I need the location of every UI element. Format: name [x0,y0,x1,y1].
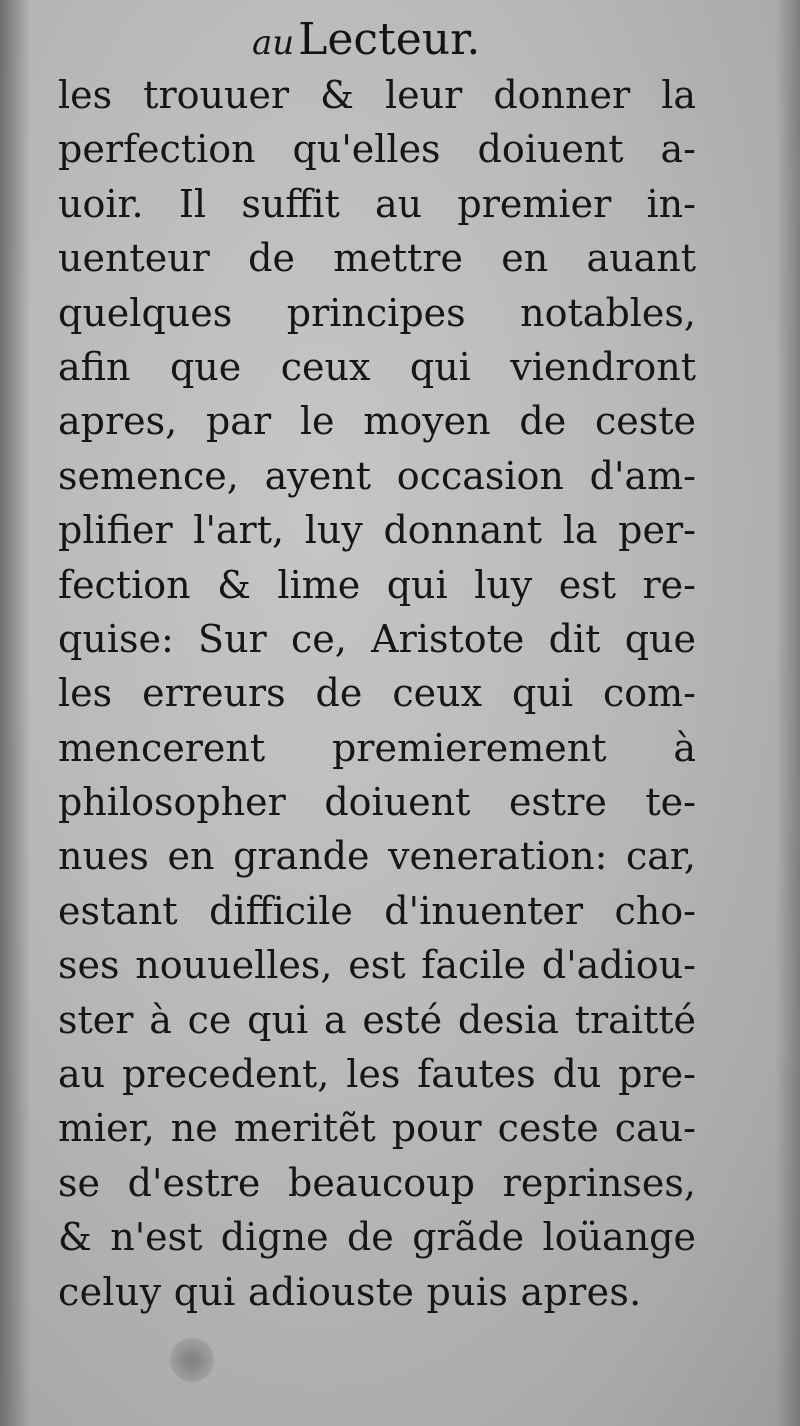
running-head-prefix: au [252,23,295,63]
text-line: apres, par le moyen de ceste [58,399,696,444]
ink-blot [170,1338,214,1382]
text-line: mier, ne meritẽt pour ceste cau- [58,1106,696,1151]
text-line: les erreurs de ceux qui com- [58,671,696,716]
text-line: plifier l'art, luy donnant la per- [58,508,696,553]
body-text [58,68,696,1319]
text-line: estant difficile d'inuenter cho- [58,888,696,933]
text-line: semence, ayent occasion d'am- [58,453,696,498]
running-head-title: Lecteur. [298,14,481,65]
text-line: quise: Sur ce, Aristote dit que [58,616,696,661]
text-line: ses nouuelles, est facile d'adiou- [58,943,696,988]
text-line: mencerent premierement à [58,725,696,770]
text-line: fection & lime qui luy est re- [58,562,696,607]
text-line: afin que ceux qui viendront [58,344,696,389]
text-line: se d'estre beaucoup reprinses, [58,1160,696,1205]
text-line: uenteur de mettre en auant [58,236,696,281]
text-line: au precedent, les fautes du pre- [58,1052,696,1097]
text-line: les trouuer & leur donner la [58,73,696,117]
text-line: ster à ce qui a esté desia traitté [58,997,696,1042]
text-line: quelques principes notables, [58,290,696,335]
text-line: nues en grande veneration: car, [58,834,696,879]
text-line-last: celuy qui adiouste puis apres. [58,1269,642,1314]
text-line: uoir. Il suffit au premier in- [58,181,696,226]
text-line: philosopher doiuent estre te- [58,780,696,825]
running-head [252,14,480,65]
text-line: perfection qu'elles doiuent a- [58,127,696,172]
text-line: & n'est digne de grãde loüange [58,1215,696,1260]
